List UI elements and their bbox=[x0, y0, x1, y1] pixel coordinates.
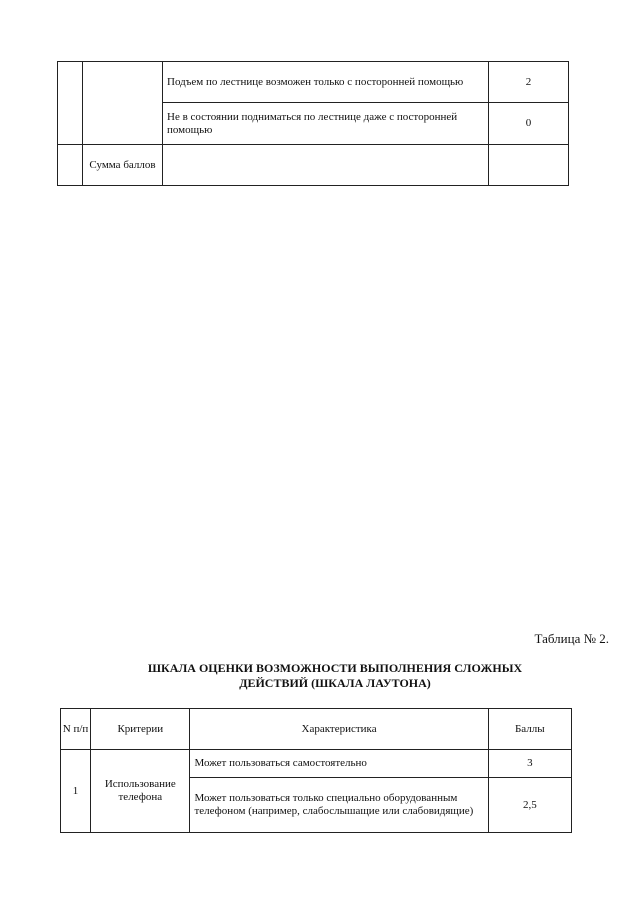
characteristic-cell: Не в состоянии подниматься по лестнице даже с посторонней помощью bbox=[163, 103, 489, 145]
header-row bbox=[61, 709, 572, 750]
score-cell: 0 bbox=[489, 103, 569, 145]
header-characteristic: Характеристика bbox=[190, 709, 488, 750]
characteristic-cell bbox=[163, 145, 489, 186]
number-cell bbox=[58, 62, 83, 145]
lawton-scale-table bbox=[60, 708, 572, 833]
characteristic-cell: Подъем по лестнице возможен только с посторонней помощью bbox=[163, 62, 489, 103]
score-cell: 2 bbox=[489, 62, 569, 103]
table-caption: Таблица № 2. bbox=[534, 631, 609, 646]
header-criteria: Критерии bbox=[91, 709, 190, 750]
item-number: 1 bbox=[61, 750, 91, 833]
heading-line-2: ДЕЙСТВИЙ (ШКАЛА ЛАУТОНА) bbox=[239, 676, 431, 690]
points-cell: 3 bbox=[488, 750, 571, 778]
number-cell bbox=[58, 145, 83, 186]
points-cell: 2,5 bbox=[488, 778, 571, 833]
table-row bbox=[61, 750, 572, 778]
scale-heading bbox=[120, 661, 550, 691]
header-points: Баллы bbox=[488, 709, 571, 750]
criteria-cell bbox=[83, 62, 163, 145]
header-number: N п/п bbox=[61, 709, 91, 750]
heading-line-1: ШКАЛА ОЦЕНКИ ВОЗМОЖНОСТИ ВЫПОЛНЕНИЯ СЛОЖНЫХ bbox=[147, 661, 523, 675]
characteristic-cell: Может пользоваться только специально оборудованным телефоном (например, слабослышащие или слабовидящие) bbox=[190, 778, 488, 833]
item-criterion: Использование телефона bbox=[91, 750, 190, 833]
score-cell bbox=[489, 145, 569, 186]
sum-row bbox=[58, 145, 569, 186]
sum-label-cell: Сумма баллов bbox=[83, 145, 163, 186]
continued-criteria-table bbox=[57, 61, 569, 186]
characteristic-cell: Может пользоваться самостоятельно bbox=[190, 750, 488, 778]
table-row bbox=[58, 62, 569, 103]
